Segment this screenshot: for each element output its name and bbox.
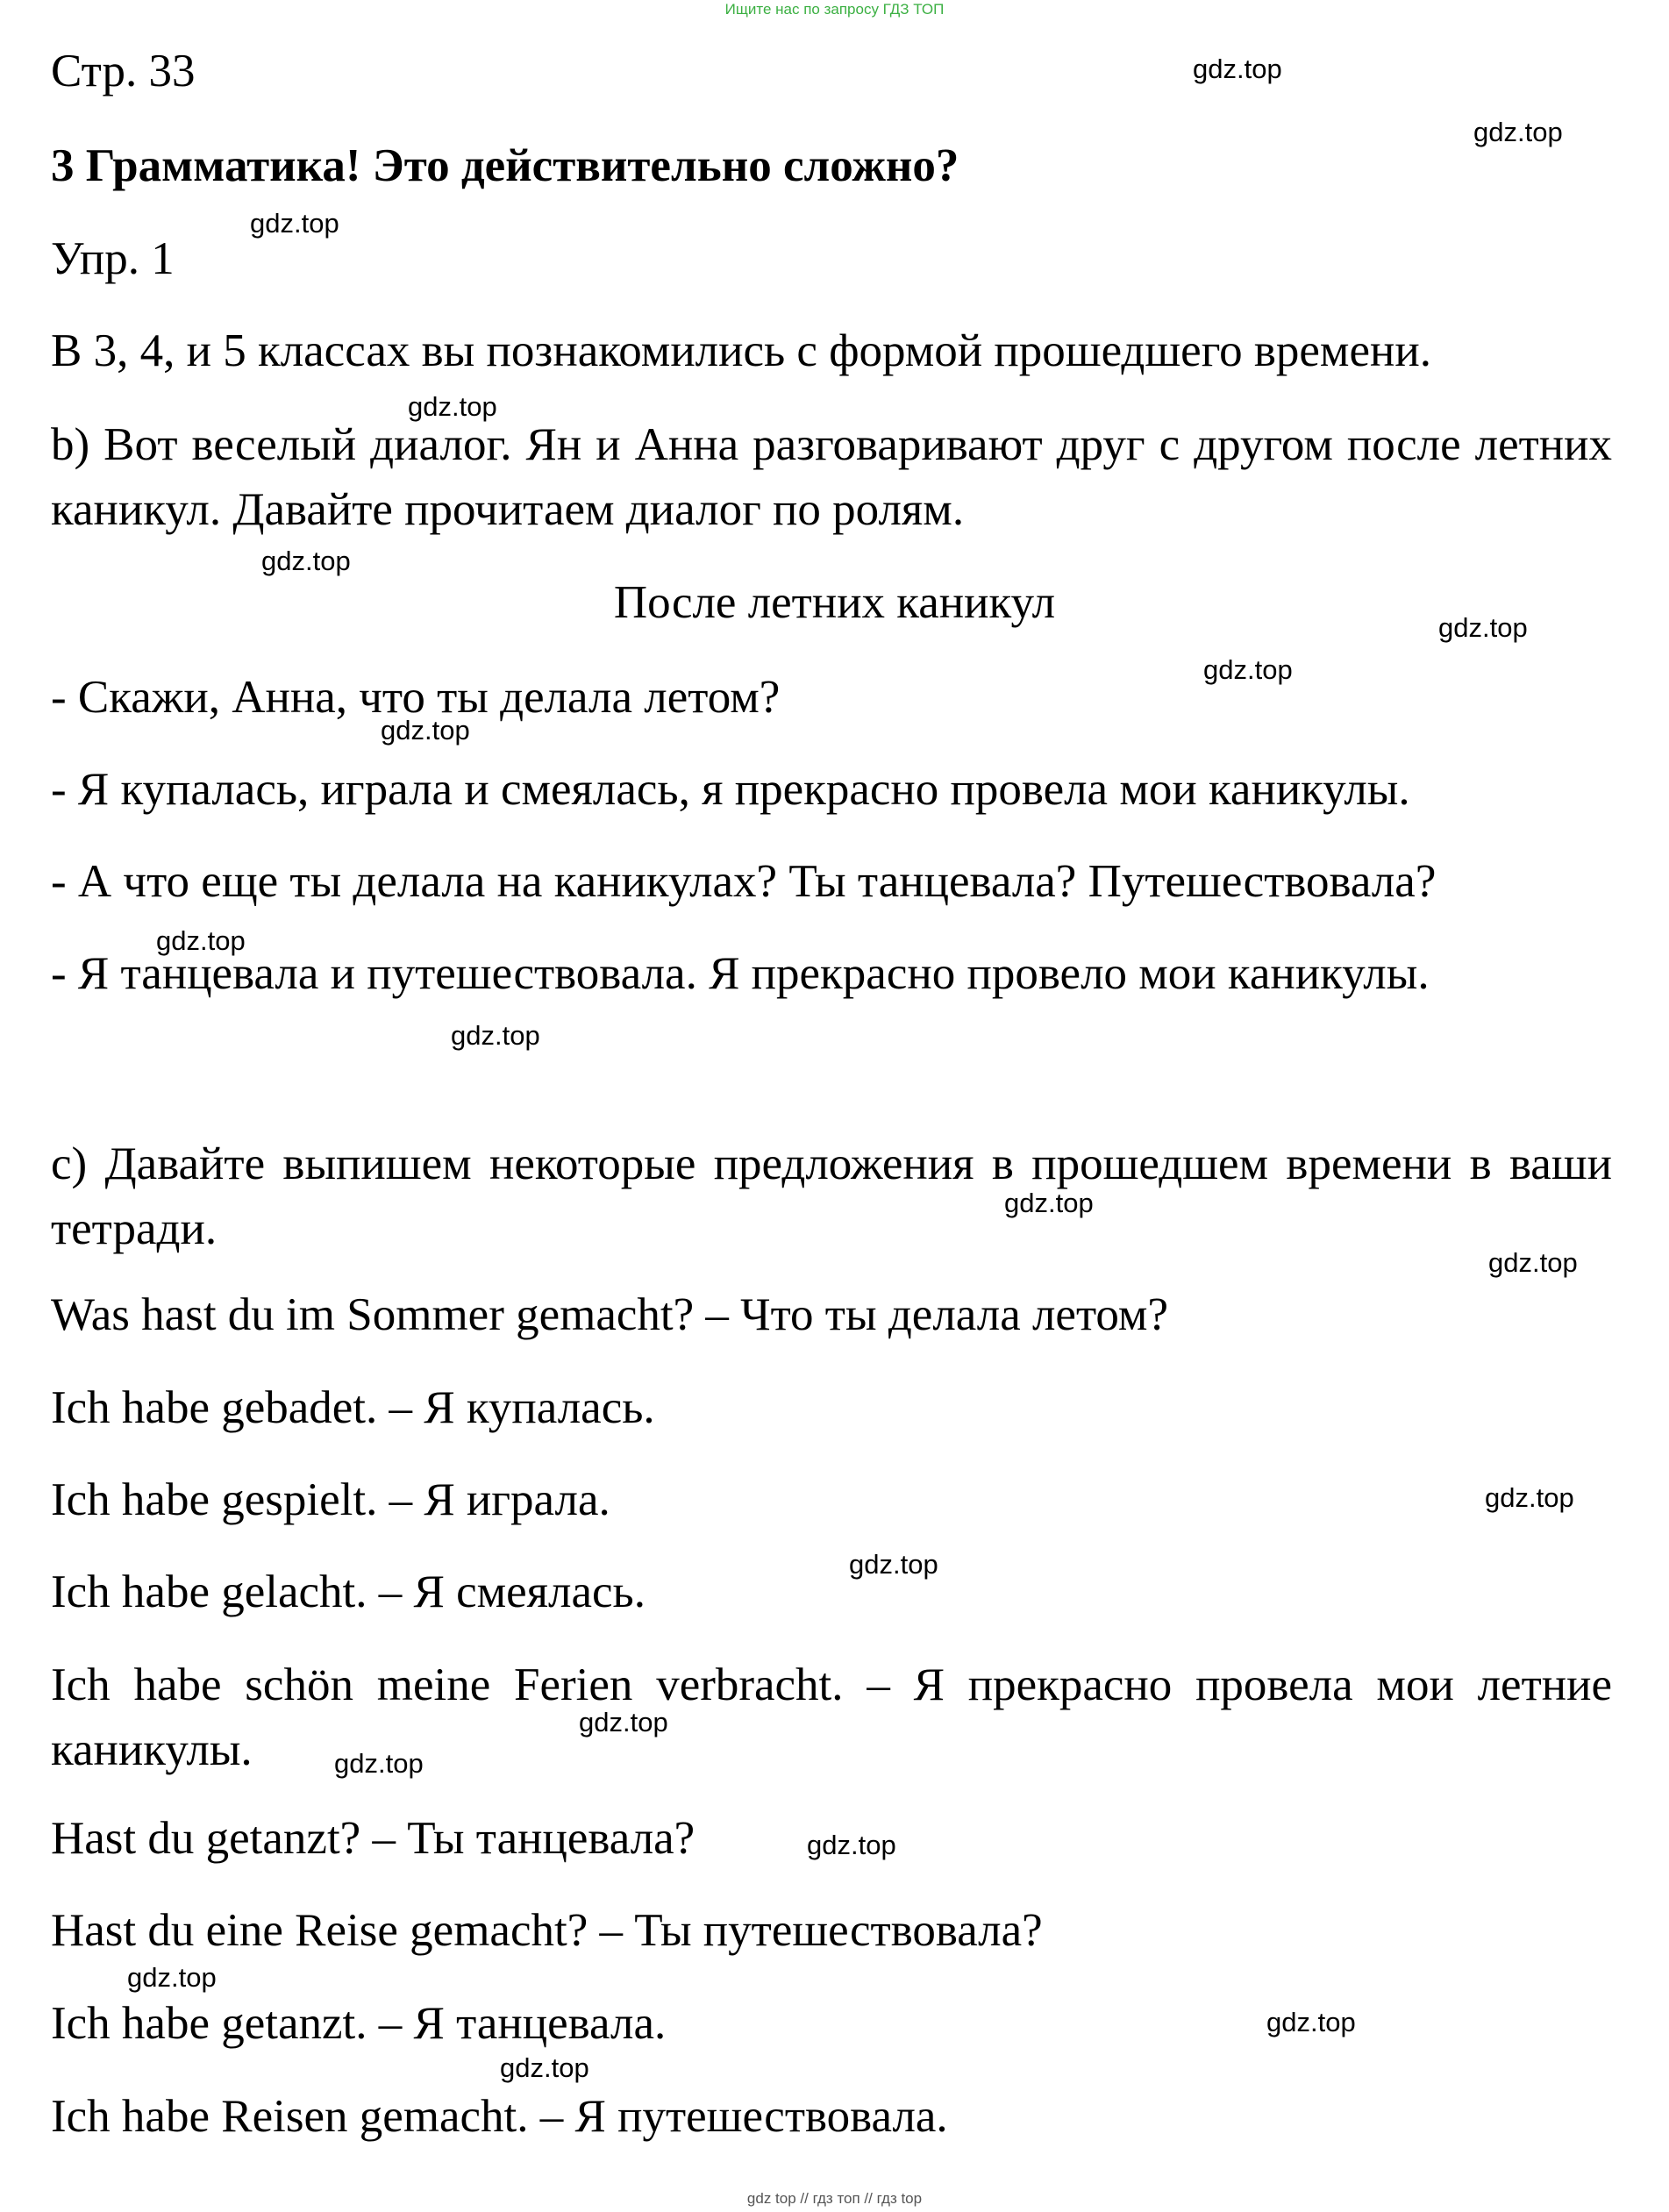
sentence-line: Ich habe gespielt. – Я играла. xyxy=(51,1474,610,1525)
watermark: gdz.top xyxy=(1488,1247,1578,1278)
watermark: gdz.top xyxy=(1193,54,1282,84)
section-title: 3 Грамматика! Это действительно сложно? xyxy=(51,140,959,191)
sentence-line: Hast du getanzt? – Ты танцевала? xyxy=(51,1813,695,1864)
watermark: gdz.top xyxy=(127,1962,217,1993)
watermark: gdz.top xyxy=(1266,2007,1356,2037)
sentence-line: Ich habe gebadet. – Я купалась. xyxy=(51,1382,655,1433)
dialog-line: - Скажи, Анна, что ты делала летом? xyxy=(51,672,781,723)
dialog-line: - А что еще ты делала на каникулах? Ты танцевала? Путешествовала? xyxy=(51,856,1437,907)
watermark: gdz.top xyxy=(156,925,246,956)
watermark: gdz.top xyxy=(334,1748,424,1779)
watermark: gdz.top xyxy=(381,715,470,746)
top-banner: Ищите нас по запросу ГДЗ ТОП xyxy=(724,1,945,18)
watermark: gdz.top xyxy=(849,1549,938,1580)
task-c-text: c) Давайте выпишем некоторые предложения в прошедшем времени в ваши тетради. xyxy=(51,1138,1612,1254)
bottom-banner: gdz top // гдз топ // гдз top xyxy=(746,2190,923,2207)
watermark: gdz.top xyxy=(408,391,497,422)
dialog-line: - Я купалась, играла и смеялась, я прекрасно провела мои каникулы. xyxy=(51,764,1410,815)
watermark: gdz.top xyxy=(500,2052,589,2083)
sentence-line: Ich habe gelacht. – Я смеялась. xyxy=(51,1566,645,1617)
watermark: gdz.top xyxy=(579,1707,668,1737)
dialog-line: - Я танцевала и путешествовала. Я прекрасно провело мои каникулы. xyxy=(51,948,1430,999)
sentence-line: Was hast du im Sommer gemacht? – Что ты делала летом? xyxy=(51,1289,1168,1340)
watermark: gdz.top xyxy=(807,1830,896,1860)
sentence-line: Ich habe schön meine Ferien verbracht. – Я прекрасно провела мои летние каникулы. xyxy=(51,1659,1612,1775)
watermark: gdz.top xyxy=(250,208,339,239)
watermark: gdz.top xyxy=(1485,1482,1574,1513)
intro-text: В 3, 4, и 5 классах вы познакомились с формой прошедшего времени. xyxy=(51,325,1431,376)
exercise-label: Упр. 1 xyxy=(51,233,175,284)
sentence-line: Ich habe Reisen gemacht. – Я путешествовала. xyxy=(51,2091,948,2142)
watermark: gdz.top xyxy=(261,546,351,576)
watermark: gdz.top xyxy=(451,1020,540,1051)
watermark: gdz.top xyxy=(1473,117,1563,147)
sentence-line: Hast du eine Reise gemacht? – Ты путешествовала? xyxy=(51,1905,1043,1956)
task-b-text: b) Вот веселый диалог. Ян и Анна разговаривают друг с другом после летних каникул. Давайте прочитаем диалог по ролям. xyxy=(51,419,1612,535)
watermark: gdz.top xyxy=(1438,612,1528,643)
watermark: gdz.top xyxy=(1203,654,1293,685)
watermark: gdz.top xyxy=(1004,1188,1094,1218)
dialog-title: После летних каникул xyxy=(613,577,1056,628)
page-label: Стр. 33 xyxy=(51,46,196,96)
sentence-line: Ich habe getanzt. – Я танцевала. xyxy=(51,1998,667,2049)
